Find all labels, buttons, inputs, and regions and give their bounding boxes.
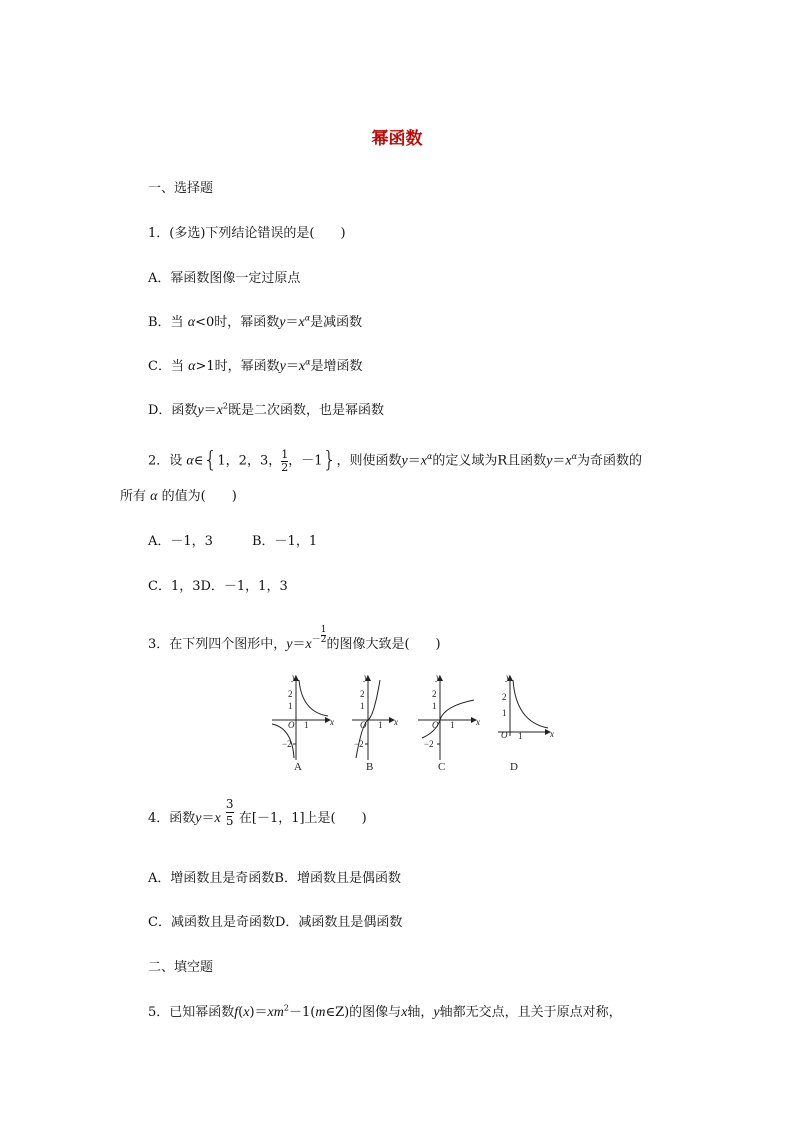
svg-text:C: C bbox=[438, 761, 446, 773]
graph-a bbox=[272, 672, 334, 773]
q4-options-ab: A．增函数且是奇函数B．增函数且是偶函数 bbox=[148, 871, 401, 886]
svg-text:O: O bbox=[288, 720, 295, 730]
svg-text:2: 2 bbox=[360, 689, 365, 699]
q1-option-a: A．幂函数图像一定过原点 bbox=[148, 271, 301, 286]
svg-text:x: x bbox=[476, 717, 480, 727]
q4-exponent-fraction: $\frac{3}{5}$ bbox=[225, 797, 234, 828]
svg-text:O: O bbox=[501, 730, 508, 740]
q2-stem: 2．设 α∈{1，2，3， $\frac{1}{2}$ ，－1}，则使函数$y=x^\alpha$的定义域为R且函数$y=x^\alpha$为奇函数的 bbox=[148, 447, 643, 474]
q2-option-cd: C．1，3D．－1，1，3 bbox=[148, 579, 288, 594]
graph-d bbox=[498, 672, 554, 773]
graph-b bbox=[352, 672, 398, 773]
svg-text:2: 2 bbox=[288, 689, 293, 699]
svg-text:y: y bbox=[506, 672, 510, 682]
svg-text:O: O bbox=[360, 720, 367, 730]
svg-text:A: A bbox=[294, 761, 302, 773]
svg-text:O: O bbox=[432, 720, 439, 730]
svg-text:1: 1 bbox=[502, 708, 507, 718]
svg-text:1: 1 bbox=[288, 701, 293, 711]
q1-option-c: C．当 α>1时，幂函数$y=x^\alpha$是增函数 bbox=[148, 357, 363, 374]
svg-text:1: 1 bbox=[378, 720, 383, 730]
svg-text:y: y bbox=[292, 672, 296, 682]
svg-text:y: y bbox=[436, 672, 440, 682]
graph-c bbox=[418, 672, 480, 773]
section-heading-choice: 一、选择题 bbox=[148, 181, 214, 196]
svg-text:B: B bbox=[366, 761, 374, 773]
q3-stem: 3．在下列四个图形中，y＝x－ $\frac{1}{2}$ 的图像大致是( ) bbox=[148, 625, 441, 652]
svg-text:−2: −2 bbox=[354, 739, 364, 749]
svg-text:1: 1 bbox=[432, 701, 437, 711]
svg-text:1: 1 bbox=[450, 720, 455, 730]
q3-graph-options bbox=[268, 672, 558, 776]
svg-text:x: x bbox=[330, 717, 334, 727]
svg-text:1: 1 bbox=[518, 731, 523, 741]
q5-stem: 5．已知幂函数$f(x)=xm^2-1(m\in Z)$的图像与x轴，y轴都无交点，且关于原点对称， bbox=[148, 1003, 622, 1020]
svg-text:D: D bbox=[510, 761, 518, 773]
q2-option-a: A．－1，3 bbox=[148, 534, 213, 549]
svg-text:2: 2 bbox=[502, 692, 507, 702]
q1-stem: 1．(多选)下列结论错误的是( ) bbox=[148, 226, 346, 241]
svg-text:y: y bbox=[364, 672, 368, 682]
q2-stem-line2: 所有 α 的值为( ) bbox=[120, 489, 237, 504]
q4-stem: 4．函数y＝x $\frac{3}{5}$ 在[－1，1]上是( ) bbox=[148, 797, 367, 828]
q1-option-b: B．当 α<0时，幂函数$y=x^\alpha$是减函数 bbox=[148, 313, 363, 330]
svg-text:x: x bbox=[394, 717, 398, 727]
svg-text:2: 2 bbox=[432, 689, 437, 699]
svg-text:x: x bbox=[550, 729, 554, 739]
svg-text:1: 1 bbox=[304, 720, 309, 730]
page-title: 幂函数 bbox=[371, 129, 423, 149]
q3-exponent-fraction: $\frac{1}{2}$ bbox=[320, 625, 327, 645]
q2-option-b: B．－1，1 bbox=[252, 534, 318, 549]
q1-option-d: D．函数$y=x^2$既是二次函数，也是幂函数 bbox=[148, 401, 384, 418]
svg-text:1: 1 bbox=[360, 701, 365, 711]
section-heading-fill: 二、填空题 bbox=[148, 960, 214, 975]
svg-text:−2: −2 bbox=[424, 739, 434, 749]
q2-fraction: $\frac{1}{2}$ bbox=[281, 447, 289, 474]
svg-text:−2: −2 bbox=[282, 739, 292, 749]
q4-options-cd: C．减函数且是奇函数D．减函数且是偶函数 bbox=[148, 915, 403, 930]
